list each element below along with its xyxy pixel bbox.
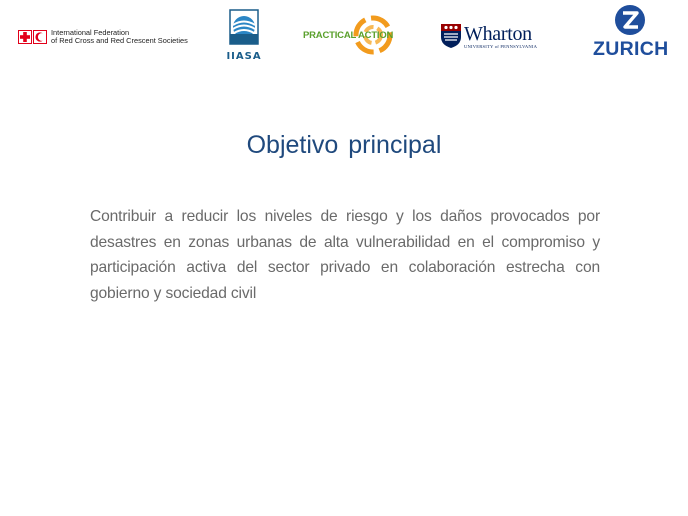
ifrc-name-line1: International Federation: [51, 27, 130, 37]
slide-body-text: Contribuir a reducir los niveles de riesgo y los daños provocados por desastres en zonas urbanas de alta vulnerabilidad en el compromiso y participación activa del sector privado en colaboración estrecha con gobierno y sociedad civil: [90, 208, 600, 302]
zurich-z-emblem-icon: [590, 4, 680, 38]
red-crescent-icon: [33, 30, 47, 44]
partner-logo-bar: [0, 0, 688, 70]
iiasa-emblem-icon: [224, 8, 264, 48]
zurich-logo: [590, 4, 680, 62]
wharton-wordmark: Wharton: [464, 23, 532, 45]
ifrc-logo: [18, 27, 188, 47]
slide-title: Objetivo principal: [246, 131, 442, 159]
red-cross-crescent-emblem: [18, 30, 47, 44]
wharton-subtitle: UNIVERSITY of PENNSYLVANIA: [464, 44, 538, 49]
iiasa-logo: [224, 8, 264, 62]
iiasa-wordmark: IIASA: [226, 51, 262, 62]
practical-action-logo: [303, 14, 395, 56]
penn-shield-icon: [440, 23, 462, 49]
wharton-logo: [440, 23, 544, 53]
zurich-wordmark: ZURICH: [593, 38, 669, 60]
red-cross-icon: [18, 30, 32, 44]
practical-action-wordmark: PRACTICAL ACTION: [303, 30, 394, 41]
ifrc-name-line2: of Red Cross and Red Crescent Societies: [51, 36, 188, 45]
